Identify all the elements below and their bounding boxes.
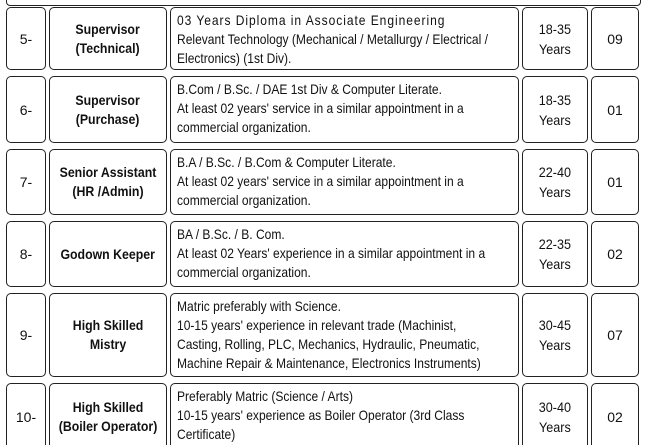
qualification-line: 10-15 years' experience in relevant trade (Machinist, xyxy=(177,317,457,333)
qualification-line: commercial organization. xyxy=(177,264,311,280)
qualification-line: 03 Years Diploma in Associate Engineering xyxy=(177,12,446,28)
qualification-line: BA / B.Sc. / B. Com. xyxy=(177,226,285,242)
qualification-line: B.Com / B.Sc. / DAE 1st Div & Computer Literate. xyxy=(177,81,442,97)
post-line: Mistry xyxy=(89,336,127,352)
qualification-line: At least 02 Years' experience in a similar appointment in a xyxy=(177,245,486,261)
post-cell xyxy=(49,383,167,445)
age-unit: Years xyxy=(539,111,571,128)
qualification-line: 10-15 years' experience as Boiler Operator (3rd Class xyxy=(177,407,465,423)
age-range: 18-35 xyxy=(538,91,572,108)
age-cell xyxy=(522,76,588,143)
post-line: (Boiler Operator) xyxy=(58,418,158,434)
age-limit xyxy=(539,90,571,130)
serial-number: 6- xyxy=(19,101,33,118)
seats-count: 09 xyxy=(607,30,623,47)
seats-count: 01 xyxy=(607,174,623,190)
post-line: Supervisor xyxy=(75,91,141,108)
table-row xyxy=(6,76,639,143)
serial-number: 7- xyxy=(19,174,33,190)
age-limit xyxy=(539,397,571,437)
serial-cell xyxy=(6,221,46,287)
seats-cell xyxy=(591,383,639,445)
serial-cell xyxy=(6,149,46,215)
qualification-text xyxy=(171,384,518,444)
serial-number: 10- xyxy=(15,409,37,425)
qualification-cell xyxy=(170,383,519,445)
seats-count: 02 xyxy=(607,246,623,262)
post-line: High Skilled xyxy=(72,317,144,333)
qualification-text xyxy=(171,77,518,137)
age-limit xyxy=(539,19,571,59)
age-unit: Years xyxy=(539,40,571,57)
age-unit: Years xyxy=(539,419,571,435)
post-line: High Skilled xyxy=(72,399,144,415)
age-cell xyxy=(522,7,588,70)
age-range: 30-45 xyxy=(538,317,572,333)
qualification-line: Certificate) xyxy=(177,426,236,442)
seats-cell xyxy=(591,221,639,287)
age-limit xyxy=(539,234,571,274)
post-line: Godown Keeper xyxy=(60,245,156,262)
qualification-text xyxy=(171,150,518,210)
seats-cell xyxy=(591,293,639,377)
seats-cell xyxy=(591,7,639,70)
seats-count: 02 xyxy=(607,409,623,425)
qualification-line: Relevant Technology (Mechanical / Metallurgy / Electrical / xyxy=(177,31,488,47)
qualification-line: Matric preferably with Science. xyxy=(177,298,341,314)
seats-count: 01 xyxy=(607,101,623,118)
post-title xyxy=(59,398,158,436)
post-line: (Technical) xyxy=(75,39,141,56)
qualification-line: Machine Repair & Maintenance, Electronics Instruments) xyxy=(177,355,481,371)
qualification-line: Casting, Rolling, PLC, Mechanics, Hydraulic, Pneumatic, xyxy=(177,336,480,352)
qualification-cell xyxy=(170,221,519,287)
table-row xyxy=(6,221,639,287)
age-unit: Years xyxy=(539,184,571,200)
qualification-line: Preferably Matric (Science / Arts) xyxy=(177,388,353,404)
age-limit xyxy=(539,162,571,202)
qualification-cell xyxy=(170,7,519,70)
table-row xyxy=(6,149,639,215)
post-cell xyxy=(49,221,167,287)
post-line: Supervisor xyxy=(75,20,141,37)
seats-cell xyxy=(591,149,639,215)
post-cell xyxy=(49,149,167,215)
age-range: 18-35 xyxy=(538,20,572,37)
seats-cell xyxy=(591,76,639,143)
qualification-text xyxy=(171,8,518,68)
post-cell xyxy=(49,76,167,143)
age-range: 30-40 xyxy=(538,399,572,415)
previous-row-edge xyxy=(6,0,641,6)
serial-cell xyxy=(6,7,46,70)
serial-cell xyxy=(6,383,46,445)
serial-number: 5- xyxy=(19,30,33,47)
table-row xyxy=(6,383,639,445)
post-title xyxy=(73,316,144,354)
age-cell xyxy=(522,149,588,215)
seats-count: 07 xyxy=(607,327,623,343)
age-range: 22-40 xyxy=(538,164,572,180)
qualification-cell xyxy=(170,149,519,215)
post-line: (Purchase) xyxy=(76,110,140,127)
post-title xyxy=(61,245,155,264)
post-cell xyxy=(49,293,167,377)
serial-number: 8- xyxy=(19,246,33,262)
age-cell xyxy=(522,293,588,377)
post-title xyxy=(60,163,157,201)
post-title xyxy=(76,20,140,58)
qualification-line: Electronics) (1st Div). xyxy=(177,50,292,66)
age-range: 22-35 xyxy=(538,236,572,252)
post-line: Senior Assistant xyxy=(59,164,157,180)
serial-cell xyxy=(6,293,46,377)
age-unit: Years xyxy=(539,337,571,353)
serial-number: 9- xyxy=(19,327,33,343)
age-unit: Years xyxy=(539,256,571,272)
age-cell xyxy=(522,383,588,445)
qualification-line: B.A / B.Sc. / B.Com & Computer Literate. xyxy=(177,154,396,170)
post-cell xyxy=(49,7,167,70)
qualification-cell xyxy=(170,76,519,143)
qualification-cell xyxy=(170,293,519,377)
serial-cell xyxy=(6,76,46,143)
qualification-line: commercial organization. xyxy=(177,192,311,208)
table-row xyxy=(6,7,639,70)
age-limit xyxy=(539,315,571,355)
age-cell xyxy=(522,221,588,287)
qualification-line: At least 02 years' service in a similar appointment in a xyxy=(177,173,464,189)
post-line: (HR /Admin) xyxy=(72,183,144,199)
post-title xyxy=(76,91,140,129)
table-row xyxy=(6,293,639,377)
qualification-line: At least 02 years' service in a similar appointment in a xyxy=(177,100,464,116)
qualification-line: commercial organization. xyxy=(177,119,311,135)
qualification-text xyxy=(171,222,518,282)
qualification-text xyxy=(171,294,518,373)
